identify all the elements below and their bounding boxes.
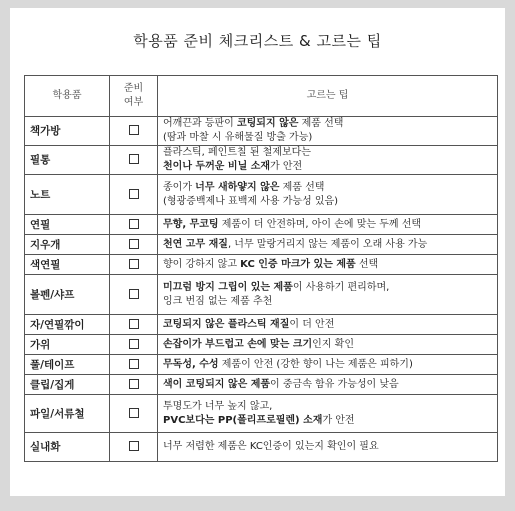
tip-line [163,414,492,428]
tip-emphasis: 너무 새하얗지 않은 [195,181,280,193]
check-cell [110,235,158,255]
table-row [25,255,498,275]
tip-segment: 가 안전 [322,414,355,426]
checkbox[interactable] [129,379,139,389]
checkbox[interactable] [129,359,139,369]
table-row [25,395,498,433]
tip-text [158,235,498,255]
tip-line [163,131,492,145]
tip-segment: 플라스틱, 페인트칠 된 철제보다는 [163,147,311,158]
check-cell [110,355,158,375]
checkbox[interactable] [129,289,139,299]
item-name: 실내화 [25,433,110,462]
check-cell [110,375,158,395]
check-cell [110,175,158,215]
table-row [25,235,498,255]
item-name: 파일/서류철 [25,395,110,433]
table-row [25,355,498,375]
tip-text [158,255,498,275]
check-cell [110,117,158,146]
item-name: 노트 [25,175,110,215]
item-name: 가위 [25,335,110,355]
tip-text [158,433,498,462]
checkbox[interactable] [129,239,139,249]
tip-segment: 제품 선택 [298,118,344,129]
header-tip: 고르는 팁 [158,76,498,117]
tip-segment: , 너무 말랑거리지 않는 제품이 오래 사용 가능 [227,238,428,250]
item-name: 지우개 [25,235,110,255]
tip-emphasis: 천이나 두꺼운 비닐 소재 [163,161,271,172]
tip-emphasis: 코팅되지 않은 플라스틱 재질 [163,318,290,330]
check-cell [110,146,158,175]
page-title: 학용품 준비 체크리스트 & 고르는 팁 [133,32,382,50]
tip-line [163,358,492,372]
tip-segment: 선택 [355,258,379,270]
checkbox[interactable] [129,189,139,199]
header-check-line1: 준비 [123,83,144,94]
header-item: 학용품 [25,76,110,117]
tip-segment: (땀과 마찰 시 유해물질 방출 가능) [163,132,313,143]
tip-emphasis: KC 인증 마크가 있는 제품 [240,258,356,270]
tip-segment: 잉크 번짐 없는 제품 추천 [163,295,273,307]
check-cell [110,395,158,433]
tip-segment: 제품이 더 안전하며, 아이 손에 맞는 두께 선택 [218,218,422,230]
tip-line [163,117,492,131]
checkbox[interactable] [129,319,139,329]
tip-segment: 이 더 안전 [289,318,335,330]
item-name: 연필 [25,215,110,235]
table-row [25,117,498,146]
check-cell [110,433,158,462]
tip-text [158,355,498,375]
table-header-row [25,76,498,117]
table-row [25,315,498,335]
tip-line [163,160,492,174]
tip-segment: 제품이 안전 (강한 향이 나는 제품은 피하기) [218,358,413,370]
tip-emphasis: 코팅되지 않은 [236,118,299,129]
check-cell [110,255,158,275]
table-row [25,275,498,315]
table-body [25,117,498,462]
tip-emphasis: 무향, 무코팅 [163,218,219,230]
table-row [25,375,498,395]
checkbox[interactable] [129,441,139,451]
tip-segment: 이 사용하기 편리하며, [292,281,390,293]
item-name: 책가방 [25,117,110,146]
tip-emphasis: 손잡이가 부드럽고 손에 맞는 크기 [163,338,313,350]
item-name: 클립/집게 [25,375,110,395]
tip-segment: 향이 강하지 않고 [163,258,241,270]
tip-emphasis: 천연 고무 재질 [163,238,228,250]
tip-emphasis: PVC보다는 PP(폴리프로필렌) 소재 [163,414,323,426]
tip-line [163,378,492,392]
checklist-table [24,75,498,462]
tip-line [163,281,492,295]
tip-segment: (형광증백제나 표백제 사용 가능성 있음) [163,195,339,207]
check-cell [110,315,158,335]
tip-text [158,215,498,235]
item-name: 볼펜/샤프 [25,275,110,315]
checkbox[interactable] [129,339,139,349]
tip-line [163,440,492,454]
table-row [25,146,498,175]
tip-line [163,258,492,272]
tip-text [158,375,498,395]
tip-segment: 인지 확인 [312,338,354,350]
tip-text [158,335,498,355]
tip-line [163,195,492,209]
header-check-line2: 여부 [123,97,144,108]
tip-text [158,146,498,175]
tip-emphasis: 미끄럼 방지 그립이 있는 제품 [163,281,293,293]
tip-segment: 너무 저렴한 제품은 KC인증이 있는지 확인이 필요 [163,441,379,452]
tip-line [163,146,492,160]
item-name: 풀/테이프 [25,355,110,375]
item-name: 필통 [25,146,110,175]
tip-line [163,238,492,252]
tip-segment: 투명도가 너무 높지 않고, [163,400,273,412]
check-cell [110,215,158,235]
item-name: 자/연필깎이 [25,315,110,335]
checkbox[interactable] [129,125,139,135]
tip-line [163,400,492,414]
tip-emphasis: 색이 코팅되지 않은 제품 [163,378,271,390]
checkbox[interactable] [129,408,139,418]
item-name: 색연필 [25,255,110,275]
tip-text [158,117,498,146]
checkbox[interactable] [129,259,139,269]
table-row [25,335,498,355]
document-sheet [10,8,505,496]
table-row [25,433,498,462]
checkbox[interactable] [129,154,139,164]
tip-emphasis: 무독성, 수성 [163,358,219,370]
tip-line [163,318,492,332]
tip-segment: 종이가 [163,181,196,193]
tip-segment: 제품 선택 [279,181,325,193]
table-row [25,175,498,215]
tip-text [158,175,498,215]
tip-line [163,295,492,309]
tip-line [163,218,492,232]
tip-text [158,275,498,315]
check-cell [110,335,158,355]
header-check [110,76,158,117]
checkbox[interactable] [129,219,139,229]
tip-segment: 가 안전 [270,161,303,172]
table-row [25,215,498,235]
tip-line [163,181,492,195]
tip-segment: 어깨끈과 등판이 [163,118,237,129]
tip-line [163,338,492,352]
tip-text [158,395,498,433]
check-cell [110,275,158,315]
tip-segment: 이 중금속 함유 가능성이 낮음 [270,378,399,390]
tip-text [158,315,498,335]
